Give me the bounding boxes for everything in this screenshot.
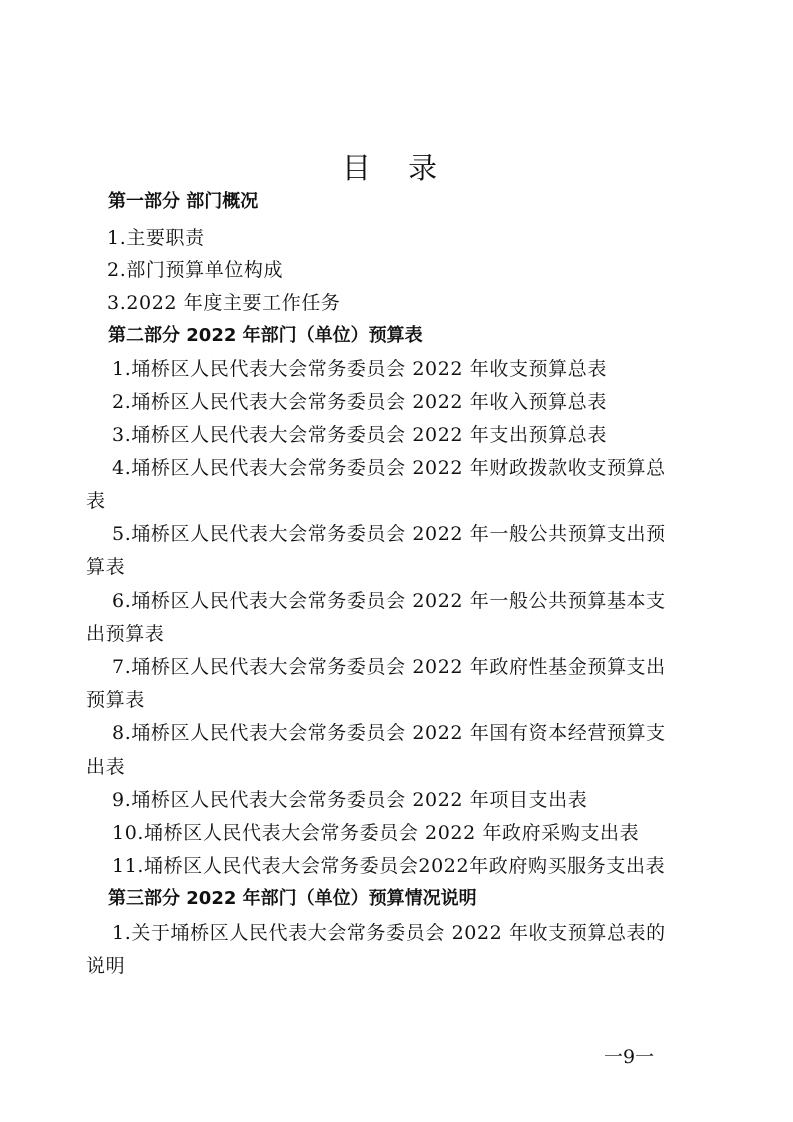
toc-item-continuation: 出预算表 <box>86 623 165 645</box>
toc-item-continuation: 预算表 <box>86 689 145 711</box>
toc-item: 1.埇桥区人民代表大会常务委员会 2022 年收支预算总表 <box>112 358 607 380</box>
part2-heading: 第二部分 2022 年部门（单位）预算表 <box>108 325 423 346</box>
page-number: 一9一 <box>604 1046 655 1068</box>
toc-item: 6.埇桥区人民代表大会常务委员会 2022 年一般公共预算基本支 <box>112 590 666 612</box>
toc-title: 目 录 <box>341 151 452 185</box>
toc-item-continuation: 算表 <box>86 556 126 578</box>
toc-item: 11.埇桥区人民代表大会常务委员会2022年政府购买服务支出表 <box>112 855 666 877</box>
toc-item: 5.埇桥区人民代表大会常务委员会 2022 年一般公共预算支出预 <box>112 523 666 545</box>
toc-item: 7.埇桥区人民代表大会常务委员会 2022 年政府性基金预算支出 <box>112 656 666 678</box>
toc-item-continuation: 出表 <box>86 756 126 778</box>
toc-item: 1.主要职责 <box>107 227 205 249</box>
toc-item: 9.埇桥区人民代表大会常务委员会 2022 年项目支出表 <box>112 789 588 811</box>
toc-item: 3.2022 年度主要工作任务 <box>107 292 341 314</box>
part1-heading: 第一部分 部门概况 <box>108 191 259 212</box>
part3-heading: 第三部分 2022 年部门（单位）预算情况说明 <box>108 888 477 909</box>
toc-item-continuation: 表 <box>86 490 106 512</box>
toc-item: 2.部门预算单位构成 <box>107 259 284 281</box>
toc-item: 10.埇桥区人民代表大会常务委员会 2022 年政府采购支出表 <box>112 822 640 844</box>
toc-item: 1.关于埇桥区人民代表大会常务委员会 2022 年收支预算总表的 <box>112 922 666 944</box>
toc-item: 2.埇桥区人民代表大会常务委员会 2022 年收入预算总表 <box>112 391 607 413</box>
toc-item: 4.埇桥区人民代表大会常务委员会 2022 年财政拨款收支预算总 <box>112 457 666 479</box>
toc-item: 8.埇桥区人民代表大会常务委员会 2022 年国有资本经营预算支 <box>112 722 666 744</box>
toc-item: 3.埇桥区人民代表大会常务委员会 2022 年支出预算总表 <box>112 424 607 446</box>
toc-item-continuation: 说明 <box>86 955 126 977</box>
